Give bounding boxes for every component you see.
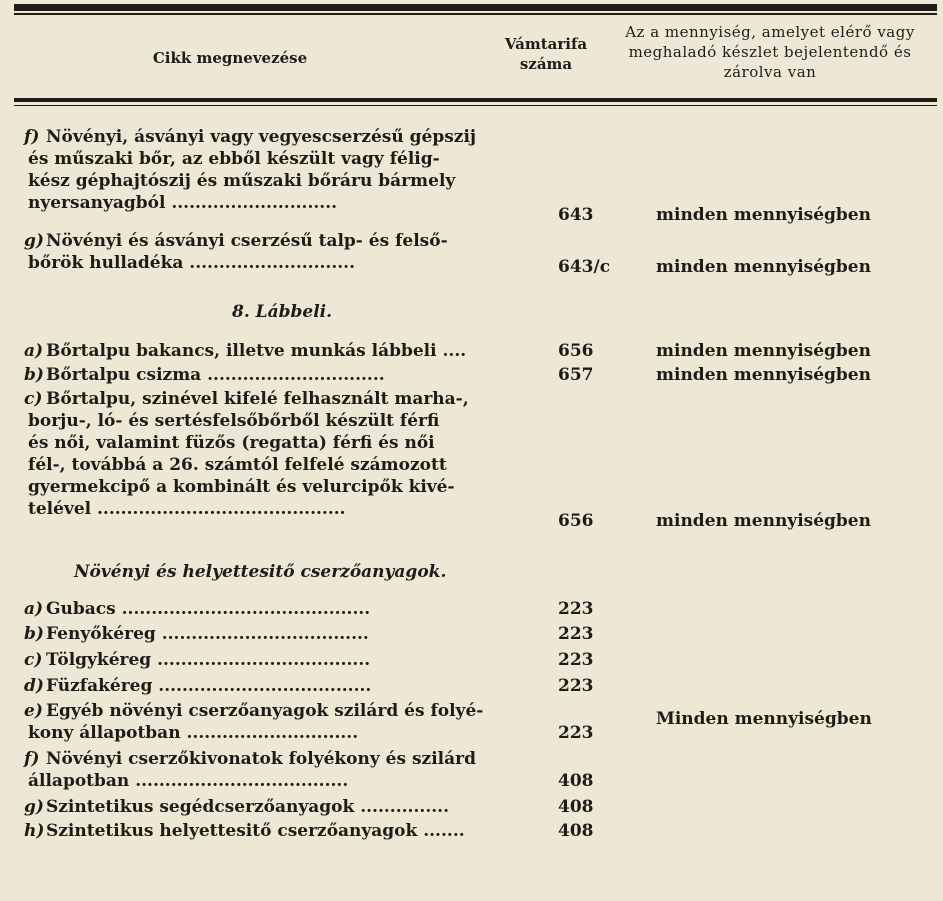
row-description: [24, 598, 544, 620]
row-quantity: Minden mennyiségben: [656, 709, 872, 729]
row-tariff-number: 657: [558, 365, 594, 385]
row-text: Növényi, ásványi vagy vegyescserzésű gépszij és műszaki bőr, az ebből készült vagy félig- kész géphajtószij és műszaki bőráru bármely nyersanyagból ............................: [28, 127, 477, 213]
row-text: Szintetikus segédcserzőanyagok ...............: [46, 797, 449, 817]
header-rule-thick: [14, 4, 937, 11]
row-letter: a): [24, 341, 44, 361]
row-quantity: minden mennyiségben: [656, 511, 871, 531]
row-text: Tölgykéreg ....................................: [46, 650, 371, 670]
row-description: [24, 649, 544, 671]
row-description: [24, 796, 544, 818]
row-letter: e): [24, 701, 43, 721]
row-letter: f): [24, 127, 40, 147]
row-letter: c): [24, 650, 43, 670]
row-tariff-number: 643/c: [558, 257, 611, 277]
row-text: Szintetikus helyettesitő cserzőanyagok .......: [46, 821, 465, 841]
row-text: Bőrtalpu bakancs, illetve munkás lábbeli ....: [46, 341, 467, 361]
column-header-quantity: Az a mennyiség, amelyet elérő vagy meghaladó készlet bejelentendő és zárolva van: [625, 23, 915, 81]
header-bottom-rule-thin: [14, 105, 937, 106]
row-description: [24, 700, 544, 744]
row-text: Növényi és ásványi cserzésű talp- és felső- bőrök hulladéka ............................: [28, 231, 448, 273]
row-description: [24, 623, 544, 645]
row-tariff-number: 643: [558, 205, 594, 225]
row-tariff-number: 656: [558, 341, 594, 361]
row-quantity: minden mennyiségben: [656, 205, 871, 225]
row-tariff-number: 223: [558, 599, 594, 619]
row-description: [24, 230, 544, 274]
row-quantity: minden mennyiségben: [656, 257, 871, 277]
row-tariff-number: 408: [558, 797, 594, 817]
row-text: Füzfakéreg ....................................: [46, 676, 372, 696]
row-letter: h): [24, 821, 45, 841]
row-letter: a): [24, 599, 44, 619]
header-rule-thin: [14, 13, 937, 15]
row-text: Bőrtalpu, szinével kifelé felhasznált marha-, borju-, ló- és sertésfelsőbőrből készült férfi és női, valamint füzős (regatta) férfi és női fél-, továbbá a 26. számtól felfelé számozott gyermekcipő a kombinált és velurcipők kivé- telével ..........................................: [28, 389, 469, 519]
row-description: [24, 364, 544, 386]
row-description: [24, 126, 544, 214]
row-letter: g): [24, 231, 44, 251]
column-header-tariff: Vámtarifa száma: [504, 35, 588, 73]
row-tariff-number: 656: [558, 511, 594, 531]
row-tariff-number: 408: [558, 821, 594, 841]
row-description: [24, 388, 544, 520]
row-description: [24, 820, 544, 842]
column-header-item: Cikk megnevezése: [152, 49, 308, 67]
row-text: Gubacs ..........................................: [46, 599, 371, 619]
row-letter: b): [24, 624, 44, 644]
row-letter: g): [24, 797, 44, 817]
row-text: Növényi cserzőkivonatok folyékony és szilárd állapotban ....................................: [28, 749, 476, 791]
row-text: Bőrtalpu csizma ..............................: [46, 365, 385, 385]
row-text: Fenyőkéreg ...................................: [46, 624, 369, 644]
row-tariff-number: 408: [558, 771, 594, 791]
header-bottom-rule: [14, 98, 937, 102]
section-heading: 8. Lábbeli.: [232, 302, 333, 322]
row-letter: b): [24, 365, 44, 385]
row-description: [24, 340, 544, 362]
row-quantity: minden mennyiségben: [656, 341, 871, 361]
row-letter: f): [24, 749, 40, 769]
row-tariff-number: 223: [558, 723, 594, 743]
section-heading: Növényi és helyettesitő cserzőanyagok.: [74, 562, 447, 582]
row-description: [24, 675, 544, 697]
row-text: Egyéb növényi cserzőanyagok szilárd és folyé- kony állapotban .............................: [28, 701, 484, 743]
row-quantity: minden mennyiségben: [656, 365, 871, 385]
row-tariff-number: 223: [558, 676, 594, 696]
row-letter: c): [24, 389, 43, 409]
row-tariff-number: 223: [558, 650, 594, 670]
row-letter: d): [24, 676, 44, 696]
row-description: [24, 748, 544, 792]
row-tariff-number: 223: [558, 624, 594, 644]
